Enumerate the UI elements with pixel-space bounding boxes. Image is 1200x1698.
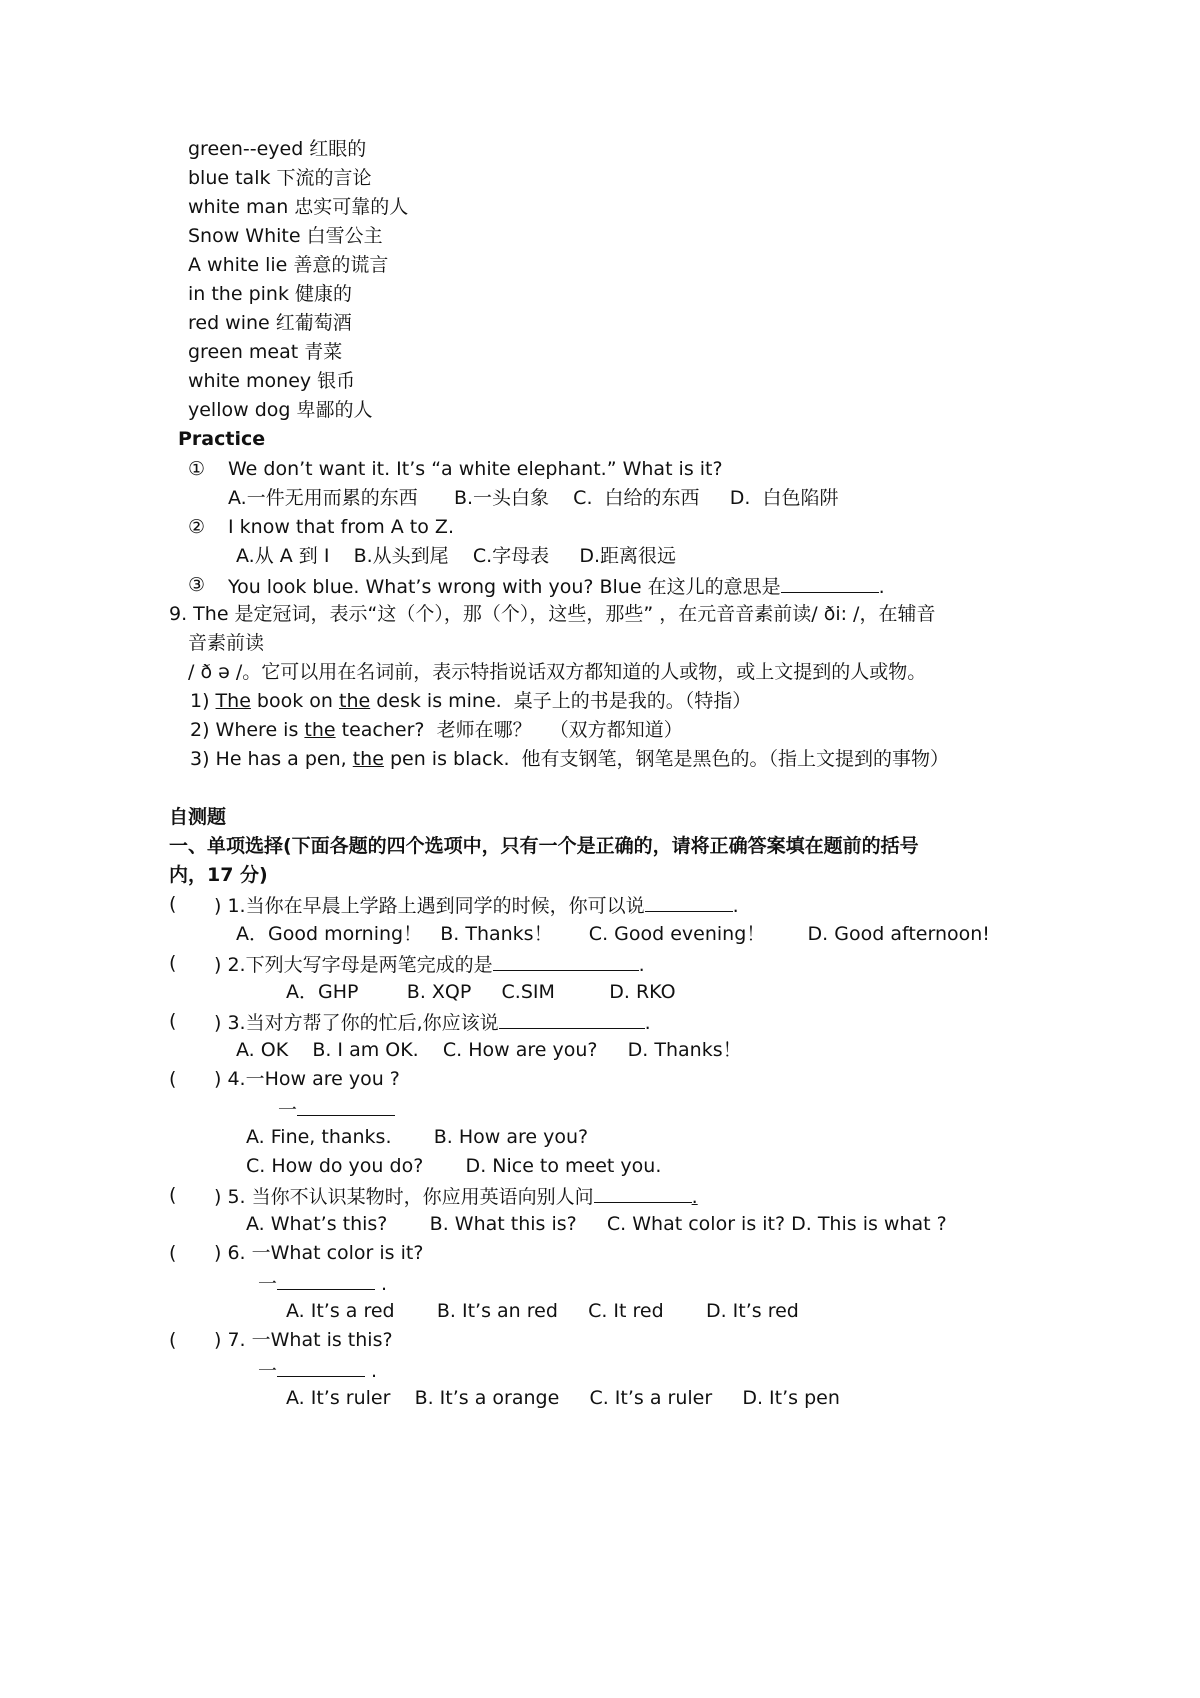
question-stem: ) 5. 当你不认识某物时，你应用英语向别人问: [214, 1186, 594, 1208]
question-stem: ) 1.当你在早晨上学路上遇到同学的时候，你可以说: [214, 895, 645, 917]
practice-q3-line: [228, 572, 885, 600]
question-6-reply: [258, 1269, 387, 1297]
item9-example-2: [190, 717, 683, 743]
practice-q1-text: We don’t want it. It’s “a white elephant.” What is it?: [228, 458, 723, 480]
reply-dash: 一: [258, 1273, 278, 1295]
example-text: pen is black. 他有支钢笔，钢笔是黑色的。（指上文提到的事物）: [383, 748, 950, 770]
answer-blank: [297, 1095, 395, 1116]
question-end: .: [732, 895, 739, 917]
question-end: .: [691, 1186, 698, 1208]
question-7-options: A. It’s ruler B. It’s a orange C. It’s a ruler D. It’s pen: [286, 1387, 840, 1409]
question-4-reply: [278, 1095, 395, 1123]
underlined-article: the: [339, 690, 371, 712]
idiom-line: white man 忠实可靠的人: [188, 196, 409, 218]
item9-example-3: [190, 746, 949, 772]
question-7-stem: ) 7. 一What is this?: [214, 1329, 393, 1351]
example-text: book on: [250, 690, 339, 712]
section-heading-line1: 一、单项选择(下面各题的四个选项中，只有一个是正确的，请将正确答案填在题前的括号: [169, 835, 919, 857]
underlined-article: the: [352, 748, 384, 770]
question-4-stem: ) 4.一How are you ?: [214, 1068, 400, 1090]
answer-paren: (: [169, 1010, 177, 1032]
idiom-line: in the pink 健康的: [188, 283, 353, 305]
practice-q2-number: ②: [188, 516, 206, 538]
idiom-line: A white lie 善意的谎言: [188, 254, 389, 276]
example-text: desk is mine. 桌子上的书是我的。（特指）: [370, 690, 752, 712]
underlined-article: The: [215, 690, 251, 712]
answer-blank: [499, 1008, 645, 1029]
practice-q3-number: ③: [188, 574, 206, 596]
answer-paren: (: [169, 1068, 177, 1090]
practice-q1-options: A.一件无用而累的东西 B.一头白象 C. 白给的东西 D. 白色陷阱: [228, 487, 839, 509]
idiom-line: yellow dog 卑鄙的人: [188, 399, 373, 421]
item9-line3: / ð ə /。它可以用在名词前，表示特指说话双方都知道的人或物，或上文提到的人或物。: [188, 661, 927, 683]
reply-dash: 一: [258, 1360, 278, 1382]
practice-q2-text: I know that from A to Z.: [228, 516, 454, 538]
question-1-options: A．Good morning！ B. Thanks！ C. Good evening！ D. Good afternoon!: [236, 923, 990, 945]
idiom-line: white money 银币: [188, 370, 356, 392]
question-3-options: A. OK B. I am OK. C. How are you? D. Thanks！: [236, 1039, 742, 1061]
self-test-heading: 自测题: [169, 806, 227, 828]
answer-paren: (: [169, 893, 177, 915]
item9-line2: 音素前读: [188, 632, 265, 654]
idiom-line: blue talk 下流的言论: [188, 167, 372, 189]
answer-blank: [645, 891, 733, 912]
question-2: [214, 950, 645, 978]
question-4-options-row1: A. Fine, thanks. B. How are you?: [246, 1126, 589, 1148]
question-end: .: [638, 954, 645, 976]
answer-paren: (: [169, 1329, 177, 1351]
question-7-reply: [258, 1356, 377, 1384]
question-3: [214, 1008, 651, 1036]
question-4-options-row2: C. How do you do? D. Nice to meet you.: [246, 1155, 662, 1177]
answer-paren: (: [169, 1242, 177, 1264]
answer-paren: (: [169, 1184, 177, 1206]
idiom-line: red wine 红葡萄酒: [188, 312, 352, 334]
practice-q3-text: You look blue. What’s wrong with you? Blue 在这儿的意思是: [228, 576, 781, 598]
practice-heading: Practice: [178, 428, 266, 450]
item9-example-1: [190, 688, 751, 714]
idiom-line: green meat 青菜: [188, 341, 343, 363]
question-6-options: A. It’s a red B. It’s an red C. It red D. It’s red: [286, 1300, 799, 1322]
answer-blank: [594, 1182, 692, 1203]
question-2-options: A．GHP B. XQP C.SIM D. RKO: [286, 981, 676, 1003]
section-heading-line2: 内，17 分): [169, 864, 268, 886]
answer-blank: [277, 1269, 375, 1290]
reply-dash: 一: [278, 1099, 298, 1121]
item9-line1: 9. The 是定冠词，表示“这（个），那（个），这些，那些” ，在元音音素前读/ ði: /，在辅音: [169, 603, 936, 625]
question-end: .: [644, 1012, 651, 1034]
idiom-line: Snow White 白雪公主: [188, 225, 383, 247]
example-text: 1): [190, 690, 216, 712]
idiom-line: green--eyed 红眼的: [188, 138, 367, 160]
question-5-options: A. What’s this? B. What this is? C. What color is it? D. This is what ?: [246, 1213, 947, 1235]
underlined-article: the: [304, 719, 336, 741]
question-end: .: [375, 1273, 388, 1295]
answer-paren: (: [169, 952, 177, 974]
practice-q3-end: .: [878, 576, 885, 598]
question-5: [214, 1182, 698, 1210]
answer-blank: [493, 950, 639, 971]
question-stem: ) 2.下列大写字母是两笔完成的是: [214, 954, 493, 976]
answer-blank: [277, 1356, 365, 1377]
practice-q2-options: A.从 A 到 I B.从头到尾 C.字母表 D.距离很远: [236, 545, 676, 567]
question-end: .: [365, 1360, 378, 1382]
example-text: 3) He has a pen,: [190, 748, 353, 770]
practice-q1-number: ①: [188, 458, 206, 480]
question-1: [214, 891, 739, 919]
answer-blank: [781, 572, 879, 593]
example-text: 2) Where is: [190, 719, 305, 741]
example-text: teacher? 老师在哪？ （双方都知道）: [335, 719, 683, 741]
question-stem: ) 3.当对方帮了你的忙后,你应该说: [214, 1012, 499, 1034]
question-6-stem: ) 6. 一What color is it?: [214, 1242, 424, 1264]
